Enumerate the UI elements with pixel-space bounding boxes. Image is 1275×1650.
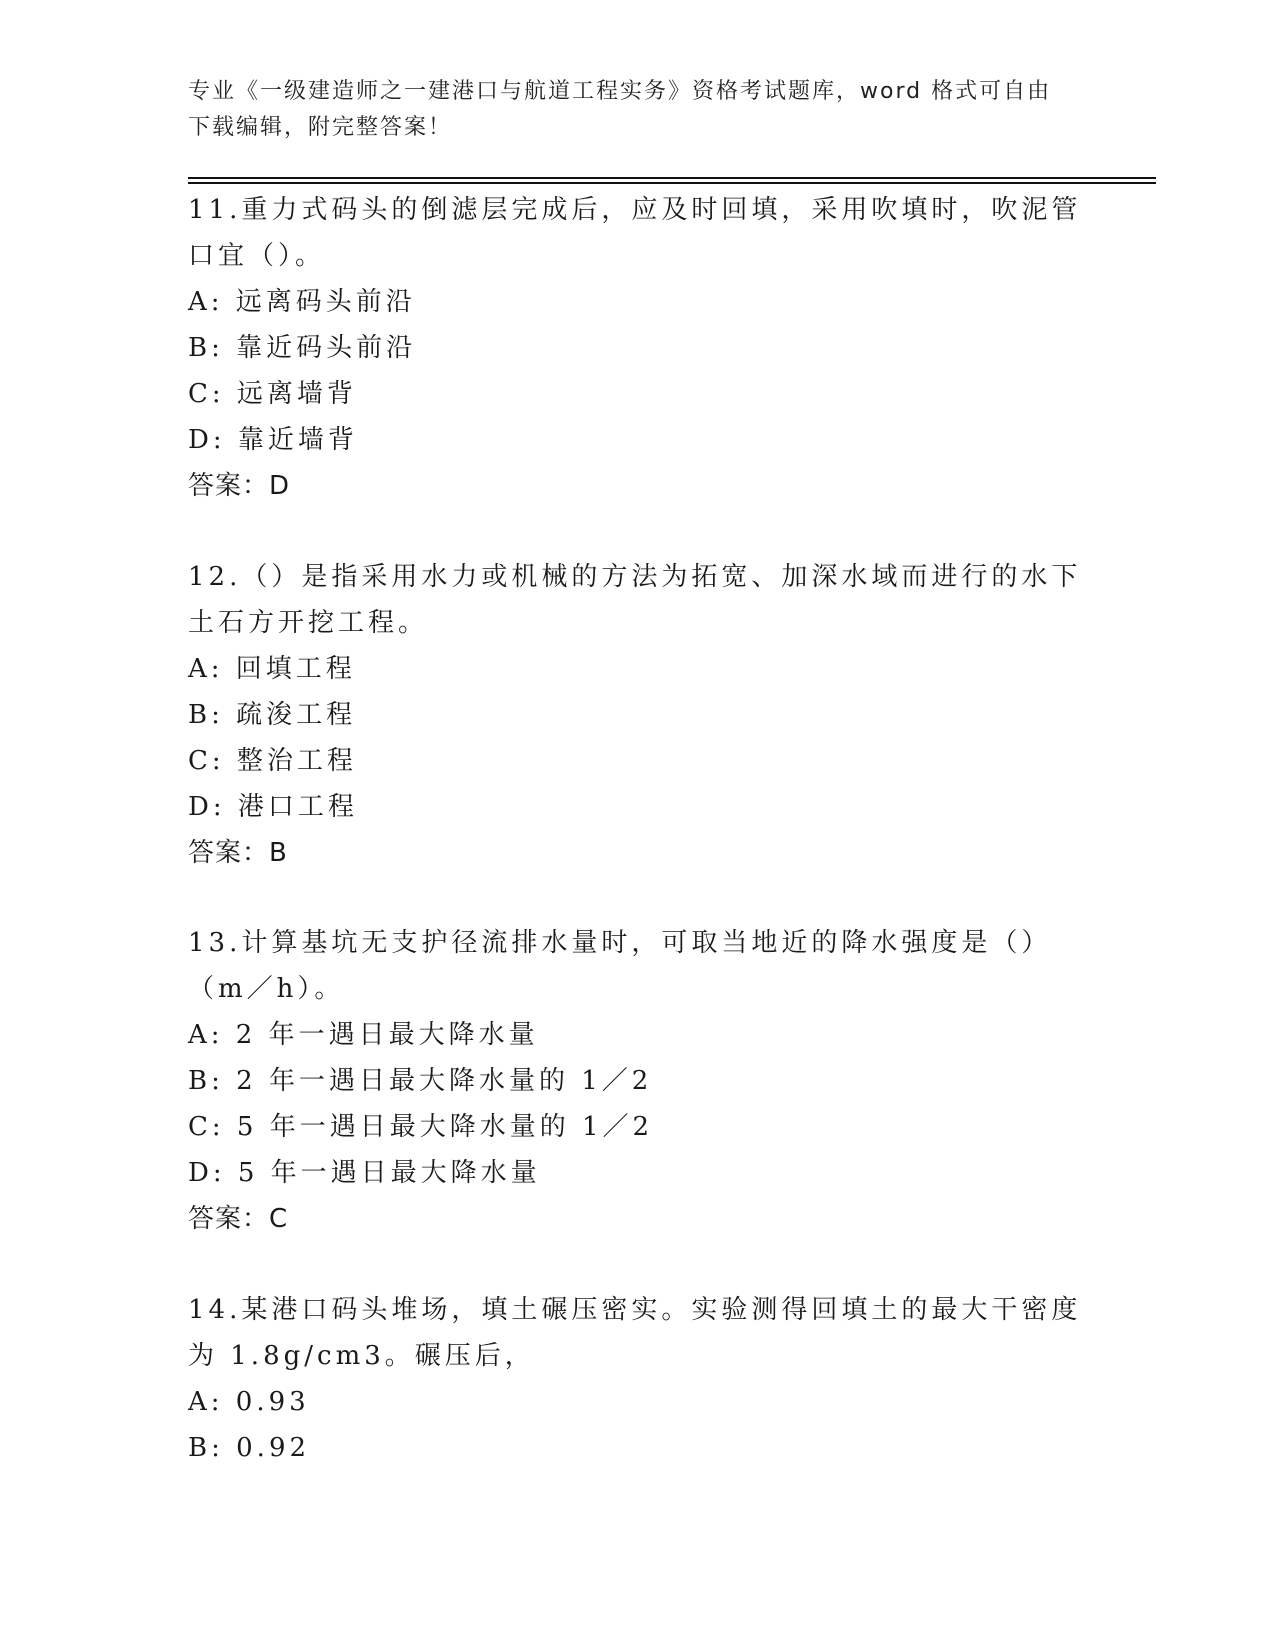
answer-label: 答案：B (188, 838, 288, 868)
option-b: B: 2 年一遇日最大降水量的 1／2 (188, 1066, 653, 1096)
question-12 (188, 554, 1088, 876)
option-c: C: 远离墙背 (188, 379, 357, 409)
option-d: D: 港口工程 (188, 792, 358, 822)
question-13 (188, 920, 1088, 1242)
question-stem: 14.某港口码头堆场，填土碾压密实。实验测得回填土的最大干密度为 1.8g/cm3。碾压后， (188, 1295, 1082, 1371)
option-a: A: 远离码头前沿 (188, 287, 416, 317)
answer-label: 答案：D (188, 471, 291, 501)
question-14 (188, 1287, 1088, 1471)
option-a: A: 回填工程 (188, 654, 356, 684)
question-stem: 12.（）是指采用水力或机械的方法为拓宽、加深水域而进行的水下土石方开挖工程。 (188, 562, 1082, 638)
option-c: C: 5 年一遇日最大降水量的 1／2 (188, 1112, 654, 1142)
option-a: A: 2 年一遇日最大降水量 (188, 1020, 539, 1050)
option-b: B: 疏浚工程 (188, 700, 357, 730)
option-b: B: 靠近码头前沿 (188, 333, 417, 363)
header-divider-bottom (188, 182, 1156, 184)
option-b: B: 0.92 (188, 1433, 311, 1463)
option-a: A: 0.93 (188, 1387, 310, 1417)
option-c: C: 整治工程 (188, 746, 357, 776)
option-d: D: 靠近墙背 (188, 425, 358, 455)
question-stem: 13.计算基坑无支护径流排水量时，可取当地近的降水强度是（）（m／h）。 (188, 928, 1052, 1004)
header-divider-top (188, 177, 1156, 179)
question-11 (188, 187, 1088, 509)
answer-label: 答案：C (188, 1204, 289, 1234)
document-intro: 专业《一级建造师之一建港口与航道工程实务》资格考试题库，word 格式可自由下载编辑，附完整答案！ (188, 79, 1052, 140)
question-stem: 11.重力式码头的倒滤层完成后，应及时回填，采用吹填时，吹泥管口宜（）。 (188, 195, 1082, 271)
option-d: D: 5 年一遇日最大降水量 (188, 1158, 541, 1188)
